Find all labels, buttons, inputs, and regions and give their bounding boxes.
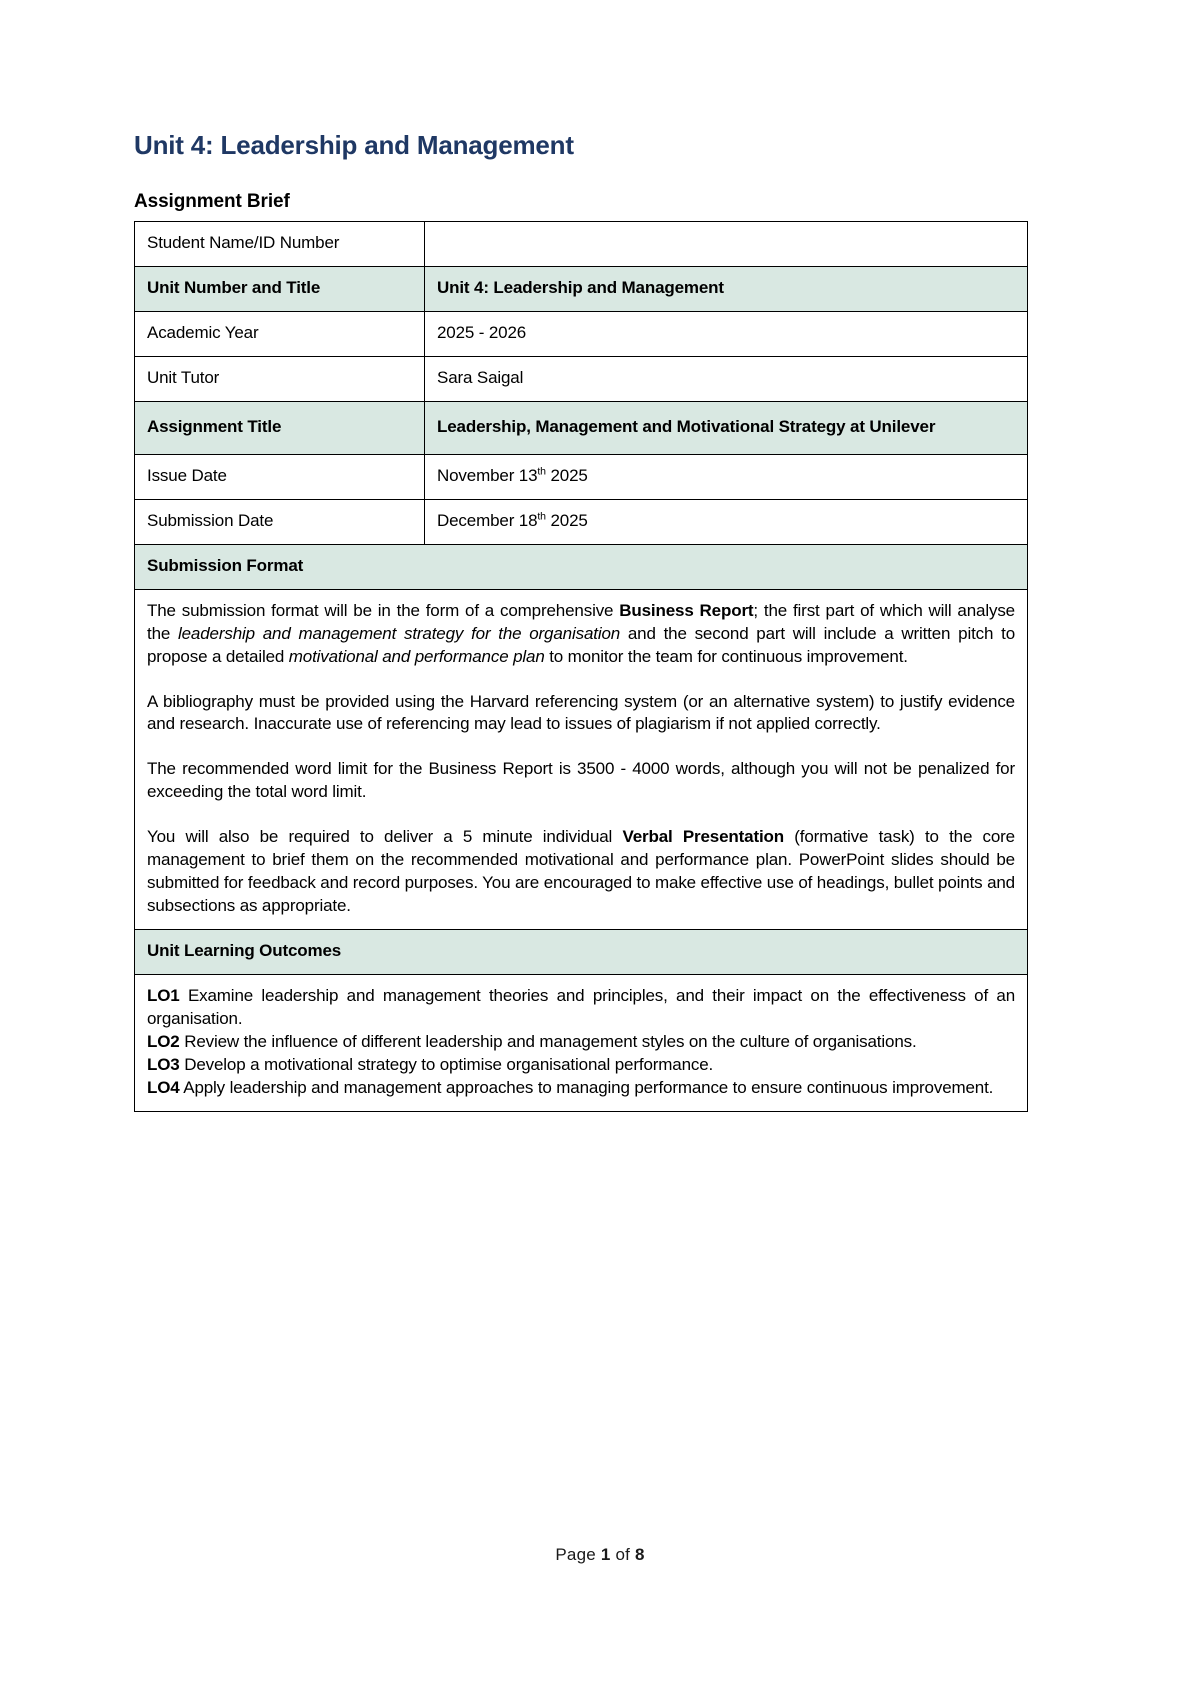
row-value-unit-number-title: Unit 4: Leadership and Management (425, 267, 1028, 312)
table-row-learning-outcomes-body (135, 974, 1028, 1111)
footer-middle: of (615, 1545, 631, 1564)
sf-p1-italic2: motivational and performance plan (288, 646, 545, 666)
sf-p1-part3: and the second part will include a written pitch to propose a detailed (147, 623, 1016, 666)
row-value-unit-tutor: Sara Saigal (425, 357, 1028, 402)
sf-p4-bold1: Verbal Presentation (622, 827, 785, 847)
table-row-issue-date (135, 454, 1028, 499)
sf-p4-part1: You will also be required to deliver a 5 minute individual (147, 827, 623, 847)
row-value-submission-date (425, 499, 1028, 544)
submission-format-paragraph-4 (147, 826, 1015, 918)
page-content (134, 130, 1016, 1112)
table-row-learning-outcomes-header (135, 930, 1028, 975)
page-footer (0, 1545, 1200, 1565)
table-row-submission-date (135, 499, 1028, 544)
lo4-code: LO4 (147, 1077, 180, 1097)
learning-outcome-item (147, 1054, 1015, 1077)
sf-p1-italic1: leadership and management strategy for the organisation (178, 623, 621, 643)
submission-date-month: December (437, 510, 515, 530)
issue-date-year: 2025 (550, 465, 588, 485)
footer-page-number: 1 (600, 1545, 611, 1564)
sf-p1-part4: to monitor the team for continuous improvement. (544, 646, 908, 666)
lo1-text: Examine leadership and management theories and principles, and their impact on the effectiveness of an organisation. (147, 985, 1015, 1028)
sf-p4-part2: (formative task) to the core management to brief them on the recommended motivational and performance plan. PowerPoint slides should be submitted for feedback and record purposes. You are encouraged to make effective use of headings, bullet points and subsections as appropriate. (147, 827, 1015, 916)
lo2-text: Review the influence of different leadership and management styles on the culture of organisations. (179, 1031, 917, 1051)
assignment-brief-heading: Assignment Brief (134, 191, 290, 213)
footer-total-pages: 8 (634, 1545, 645, 1564)
sf-p1-part2: ; the first part of which will analyse the (147, 600, 1015, 643)
learning-outcome-item (147, 1031, 1015, 1054)
issue-date-day: 13 (518, 465, 538, 485)
issue-date-ordinal: th (537, 465, 546, 478)
page-title: Unit 4: Leadership and Management (134, 130, 574, 160)
row-label-submission-date: Submission Date (135, 499, 425, 544)
table-row-student-name (135, 222, 1028, 267)
row-label-academic-year: Academic Year (135, 312, 425, 357)
sf-p1-part1: The submission format will be in the form of a comprehensive (147, 600, 620, 620)
footer-prefix: Page (555, 1545, 596, 1564)
sf-p1-bold1: Business Report (619, 600, 754, 620)
submission-date-ordinal: th (537, 510, 546, 523)
row-value-academic-year: 2025 - 2026 (425, 312, 1028, 357)
table-row-submission-format-header (135, 544, 1028, 589)
learning-outcomes-header: Unit Learning Outcomes (135, 930, 1028, 975)
row-value-issue-date (425, 454, 1028, 499)
lo1-code: LO1 (147, 985, 180, 1005)
submission-date-day: 18 (518, 510, 538, 530)
learning-outcome-item (147, 1077, 1015, 1100)
table-row-unit-number-title (135, 267, 1028, 312)
submission-format-body (135, 589, 1028, 929)
assignment-brief-table (134, 221, 1028, 1111)
lo2-code: LO2 (147, 1031, 180, 1051)
lo4-text: Apply leadership and management approaches to managing performance to ensure continuous improvement. (179, 1077, 994, 1097)
submission-date-year: 2025 (550, 510, 588, 530)
submission-format-paragraph-2: A bibliography must be provided using the Harvard referencing system (or an alternative system) to justify evidence and research. Inaccurate use of referencing may lead to issues of plagiarism if not applied correctly. (147, 691, 1015, 734)
row-label-unit-tutor: Unit Tutor (135, 357, 425, 402)
learning-outcome-item (147, 985, 1015, 1031)
submission-format-paragraph-3: The recommended word limit for the Business Report is 3500 - 4000 words, although you will not be penalized for exceeding the total word limit. (147, 759, 1015, 802)
learning-outcomes-body (135, 974, 1028, 1111)
row-value-assignment-title: Leadership, Management and Motivational Strategy at Unilever (425, 401, 1028, 454)
table-row-submission-format-body (135, 589, 1028, 929)
lo3-code: LO3 (147, 1054, 180, 1074)
issue-date-month: November (437, 465, 515, 485)
table-row-academic-year (135, 312, 1028, 357)
submission-format-paragraph-1 (147, 600, 1015, 669)
row-label-student-name: Student Name/ID Number (135, 222, 425, 267)
row-label-unit-number-title: Unit Number and Title (135, 267, 425, 312)
table-row-unit-tutor (135, 357, 1028, 402)
table-row-assignment-title (135, 401, 1028, 454)
row-label-assignment-title: Assignment Title (135, 401, 425, 454)
submission-format-header: Submission Format (135, 544, 1028, 589)
lo3-text: Develop a motivational strategy to optimise organisational performance. (179, 1054, 714, 1074)
row-value-student-name[interactable] (425, 222, 1028, 267)
row-label-issue-date: Issue Date (135, 454, 425, 499)
